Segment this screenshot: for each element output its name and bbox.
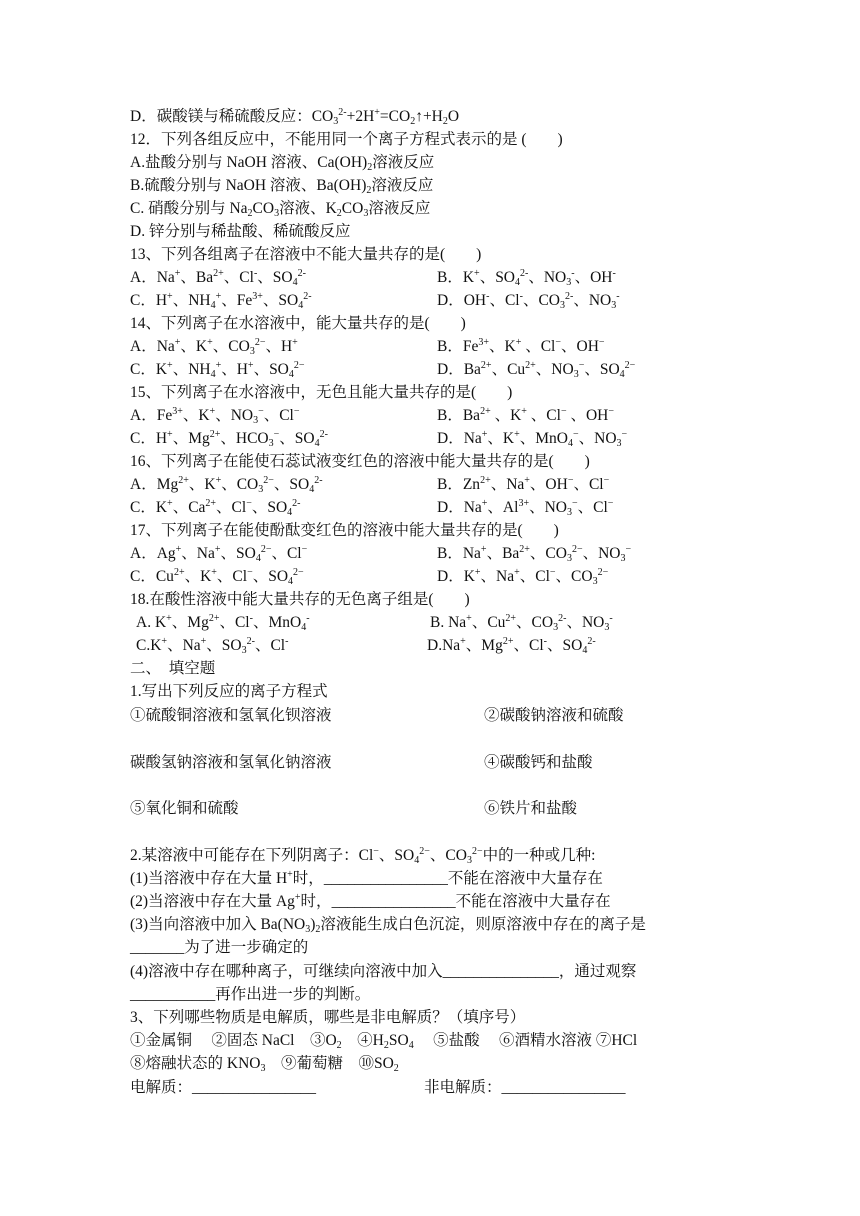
nonelectrolyte-blank[interactable]: ________________ <box>501 1079 626 1096</box>
p2-sub-1: (1)当溶液中存在大量 H+时，________________不能在溶液中大量存在 <box>130 869 603 887</box>
answer-blank-3[interactable]: _______ <box>130 939 185 956</box>
q14-option-c: C．K+、$NH_4^+$、H+、$SO_4^{2-}$ <box>130 360 305 380</box>
q16-option-c: C．K+、$Ca^{2+}$、Cl−、$SO_4^{2-}$ <box>130 498 301 518</box>
answer-blank-5[interactable]: ___________ <box>130 986 216 1003</box>
p1-reaction-3: 碳酸氢钠溶液和氢氧化钠溶液 <box>130 754 332 771</box>
q12-option-a: A.盐酸分别与 NaOH 溶液、$Ca(OH)_2$溶液反应 <box>130 154 435 173</box>
q12-option-d: D. 锌分别与稀盐酸、稀硫酸反应 <box>130 223 351 240</box>
p3-electrolyte: 电解质：________________ <box>130 1079 317 1096</box>
q17-option-a: A．Ag+、Na+、$SO_4^{2-}$、Cl− <box>130 544 308 564</box>
p1-reaction-4: ④碳酸钙和盐酸 <box>484 754 593 771</box>
p3-nonelectrolyte: 非电解质：________________ <box>424 1079 626 1096</box>
q18-stem: 18.在酸性溶液中能大量共存的无色离子组是( ) <box>130 591 470 608</box>
p2-sub-2: (2)当溶液中存在大量 Ag+时，________________不能在溶液中大量存在 <box>130 892 611 910</box>
p2-sub-3-cont: _______为了进一步确定的 <box>130 939 309 956</box>
answer-blank-2[interactable]: ________________ <box>331 893 456 910</box>
electrolyte-blank[interactable]: ________________ <box>192 1079 317 1096</box>
q14-option-a: A．Na+、K+、$CO_3^{2-}$、H+ <box>130 337 298 357</box>
q15-option-d: D．Na+、K+、MnO$_4$−、$NO_3^-$ <box>437 429 628 449</box>
p2-stem: 2.某溶液中可能存在下列阴离子：Cl−、$SO_4^{2-}$、$CO_3^{2-}$中的一种或几种: <box>130 846 596 866</box>
q18-option-d: D.Na+、$Mg^{2+}$、Cl-、$SO_4^{2-}$ <box>427 636 596 656</box>
q13-option-a: A．Na+、$Ba^{2+}$、Cl-、$SO_4^{2-}$ <box>130 268 306 288</box>
p3-items-1: ①金属铜 ②固态 NaCl $③O_2$ $④H_2SO_4$ ⑤盐酸 ⑥酒精水溶液 ⑦HCl <box>130 1032 638 1051</box>
q15-option-c: C．H+、$Mg^{2+}$、$HCO_3^-$、$SO_4^{2-}$ <box>130 429 328 449</box>
p1-reaction-6: ⑥铁片和盐酸 <box>484 800 578 817</box>
p3-items-2: ⑧熔融状态的 $KNO_3$ ⑨葡萄糖 $⑩SO_2$ <box>130 1055 399 1074</box>
q13-option-c: C．H+、$NH_4^+$、$Fe^{3+}$、$SO_4^{2-}$ <box>130 291 312 311</box>
answer-blank-1[interactable]: ________________ <box>323 870 448 887</box>
p2-sub-4-cont: ___________再作出进一步的判断。 <box>130 986 371 1003</box>
p1-reaction-2: ②碳酸钠溶液和硫酸 <box>484 707 624 724</box>
q14-option-b: B．$Fe^{3+}$、K+ 、Cl−、OH− <box>437 337 605 355</box>
q16-option-b: B．$Zn^{2+}$、Na+、OH−、Cl− <box>437 475 610 493</box>
q18-option-b: B. Na+、$Cu^{2+}$、$CO_3^{2-}$、$NO_3^-$ <box>430 613 613 633</box>
q14-option-d: D．$Ba^{2+}$、$Cu^{2+}$、$NO_3^-$、$SO_4^{2-}$ <box>437 360 636 380</box>
p3-stem: 3、下列哪些物质是电解质，哪些是非电解质？（填序号） <box>130 1009 526 1026</box>
q17-stem: 17、下列离子在能使酚酞变红色的溶液中能大量共存的是( ) <box>130 522 559 539</box>
q12-option-b: B.硫酸分别与 NaOH 溶液、$Ba(OH)_2$溶液反应 <box>130 177 434 196</box>
q16-option-d: D．Na+、$Al^{3+}$、$NO_3^-$、Cl− <box>437 498 614 518</box>
q16-stem: 16、下列离子在能使石蕊试液变红色的溶液中能大量共存的是( ) <box>130 453 590 470</box>
q15-option-b: B．$Ba^{2+}$ 、K+ 、Cl− 、OH− <box>437 406 614 424</box>
p1-reaction-1: ①硫酸铜溶液和氢氧化钡溶液 <box>130 707 332 724</box>
q11-option-d: D．碳酸镁与稀硫酸反应：$CO_3^{2-}+2H^+=CO_2↑+H_2O$ <box>130 107 460 127</box>
q17-option-d: D．K+、Na+、Cl−、$CO_3^{2-}$ <box>437 567 609 587</box>
q16-option-a: A．$Mg^{2+}$、K+、$CO_3^{2-}$、$SO_4^{2-}$ <box>130 475 323 495</box>
q17-option-b: B．Na+、$Ba^{2+}$、$CO_3^{2-}$、$NO_3^-$ <box>437 544 632 564</box>
q18-option-a: A. K+、$Mg^{2+}$、Cl-、MnO$_4$- <box>136 613 310 633</box>
q13-option-b: B．K+、$SO_4^{2-}$、$NO_3^-$、OH- <box>437 268 616 288</box>
p1-reaction-5: ⑤氧化铜和硫酸 <box>130 800 239 817</box>
q13-stem: 13、下列各组离子在溶液中不能大量共存的是( ) <box>130 246 482 263</box>
q15-option-a: A．$Fe^{3+}$、K+、$NO_3^-$、Cl− <box>130 406 300 426</box>
p2-sub-4: (4)溶液中存在哪种离子，可继续向溶液中加入_______________，通过观察 <box>130 963 637 980</box>
q12-option-c: C. 硝酸分别与 $Na_2CO_3$溶液、$K_2CO_3$溶液反应 <box>130 200 431 219</box>
q14-stem: 14、下列离子在水溶液中，能大量共存的是( ) <box>130 315 466 332</box>
answer-blank-4[interactable]: _______________ <box>442 963 559 980</box>
p2-sub-3: (3)当向溶液中加入 $Ba(NO_3)_2$溶液能生成白色沉淀，则原溶液中存在的离子是 <box>130 916 646 935</box>
q15-stem: 15、下列离子在水溶液中，无色且能大量共存的是( ) <box>130 384 513 401</box>
p1-stem: 1.写出下列反应的离子方程式 <box>130 683 328 700</box>
section-heading-fill-in: 二、 填空题 <box>130 660 216 677</box>
q18-option-c: C.K+、Na+、$SO_3^{2-}$、Cl- <box>136 636 289 656</box>
q13-option-d: D．OH-、Cl-、$CO_3^{2-}$、$NO_3^-$ <box>437 291 620 311</box>
q17-option-c: C．$Cu^{2+}$、K+、Cl−、$SO_4^{2-}$ <box>130 567 304 587</box>
q12-stem: 12．下列各组反应中，不能用同一个离子方程式表示的是 ( ) <box>130 131 563 148</box>
